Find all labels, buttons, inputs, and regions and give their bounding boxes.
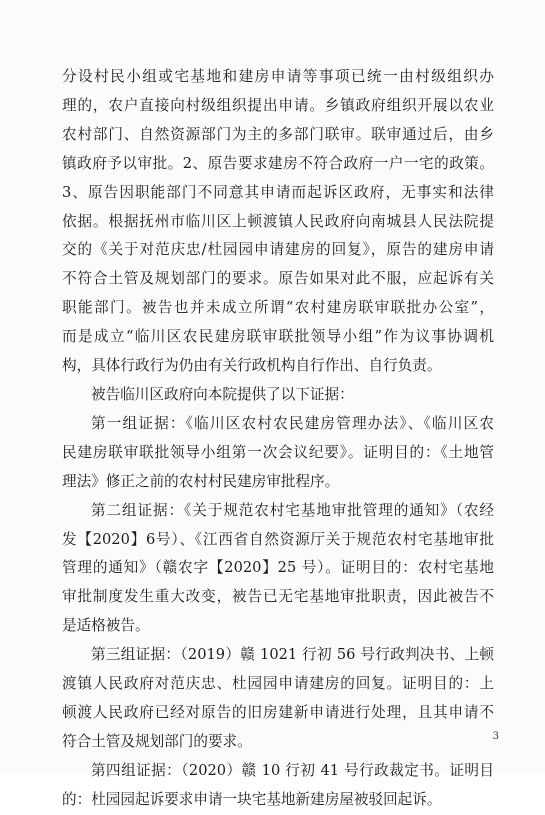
- text-line: 第四组证据：（2020）赣 10 行初 41 号行政裁定书。证明目: [91, 761, 494, 779]
- text-line: 第二组证据：《关于规范农村宅基地审批管理的通知》（农经: [91, 501, 494, 519]
- text-line: 第三组证据：（2019）赣 1021 行初 56 号行政判决书、上顿: [91, 646, 494, 664]
- text-line: 发【2020】6号）、《江西省自然资源厅关于规范农村宅基地审批: [62, 530, 494, 548]
- text-line: 民建房联审联批领导小组第一次会议纪要》。证明目的：《土地管: [62, 443, 494, 461]
- text-line: 交的《关于对范庆忠/杜园园申请建房的回复》，原告的建房申请: [62, 241, 494, 259]
- text-line: 的：杜园园起诉要求申请一块宅基地新建房屋被驳回起诉。: [62, 790, 442, 808]
- text-line: 审批制度发生重大改变，被告已无宅基地审批职责，因此被告不: [62, 588, 494, 606]
- page-number: 3: [492, 731, 499, 742]
- text-line: 依据。根据抚州市临川区上顿渡镇人民政府向南城县人民法院提: [62, 212, 494, 230]
- text-line: 分设村民小组或宅基地和建房申请等事项已统一由村级组织办: [62, 68, 494, 85]
- text-line: 理的，农户直接向村级组织提出申请。乡镇政府组织开展以农业: [62, 96, 494, 114]
- text-line: 构，具体行政行为仍由有关行政机构自行作出、自行负责。: [62, 357, 442, 375]
- text-line: 渡镇人民政府对范庆忠、杜园园申请建房的回复。证明目的：上: [62, 675, 494, 693]
- text-line: 不符合土管及规划部门的要求。原告如果对此不服，应起诉有关: [62, 270, 494, 288]
- text-line: 而是成立“临川区农民建房联审联批领导小组”作为议事协调机: [62, 328, 494, 346]
- text-line: 符合土管及规划部门的要求。: [62, 732, 252, 750]
- text-line: 管理的通知》（赣农字【2020】25 号）。证明目的：农村宅基地: [62, 559, 494, 577]
- body-text: [62, 63, 494, 815]
- text-line: 理法》修正之前的农村村民建房审批程序。: [62, 472, 340, 490]
- text-line: 第一组证据：《临川区农村农民建房管理办法》、《临川区农: [91, 414, 494, 432]
- text-line: 顿渡人民政府已经对原告的旧房建新申请进行处理，且其申请不: [62, 703, 494, 721]
- paragraph-heading: 被告临川区政府向本院提供了以下证据：: [91, 385, 354, 403]
- text-line: 农村部门、自然资源部门为主的多部门联审。联审通过后，由乡: [62, 125, 494, 143]
- text-line: 3、原告因职能部门不同意其申请而起诉区政府，无事实和法律: [62, 183, 494, 201]
- text-line: 是适格被告。: [62, 617, 150, 635]
- text-line: 镇政府予以审批。2、原告要求建房不符合政府一户一宅的政策。: [62, 154, 494, 172]
- text-line: 职能部门。被告也并未成立所谓“农村建房联审联批办公室”，: [62, 299, 494, 317]
